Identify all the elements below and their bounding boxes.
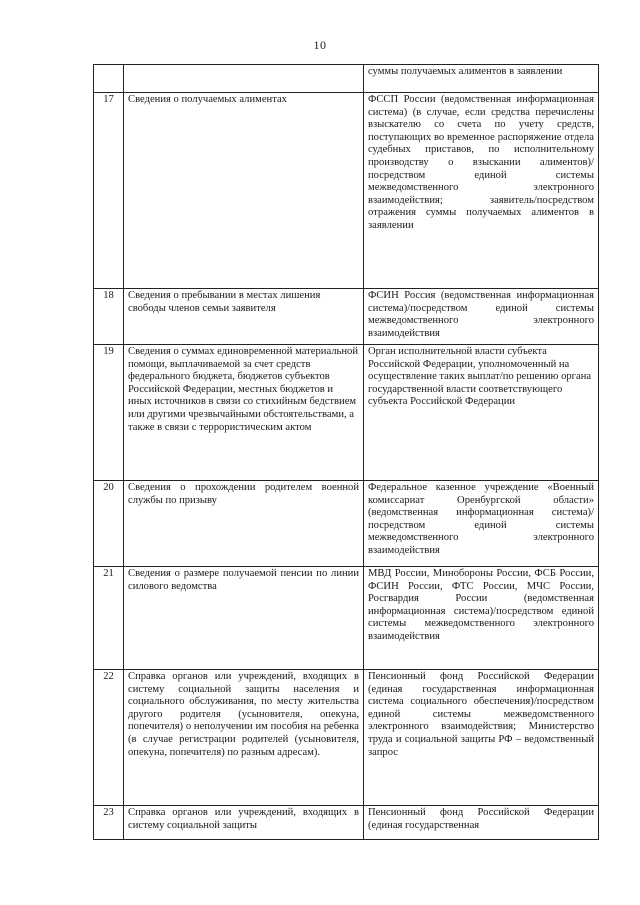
information-name: Сведения о суммах единовременной материальной помощи, выплачиваемой за счет средств федерального бюджета, бюджетов субъектов Российской Федерации, местных бюджетов и иных источников в связи со стихийным бедствием или другими чрезвычайными обстоятельствами, а также в связи с террористическим актом [124,345,364,481]
information-name: Сведения о получаемых алиментах [124,93,364,289]
row-number: 21 [94,567,124,670]
row-number: 17 [94,93,124,289]
table-row [94,481,599,567]
information-name: Справка органов или учреждений, входящих в систему социальной защиты населения и социального обслуживания, по месту жительства другого родителя (усыновителя, опекуна, попечителя) о неполучении им пособия на ребенка (в случае регистрации родителей (усыновителя, опекуна, попечителя) по разным адресам). [124,670,364,806]
row-number: 22 [94,670,124,806]
table-row [94,289,599,345]
table-row [94,567,599,670]
table-row [94,806,599,840]
row-number: 20 [94,481,124,567]
table-row [94,345,599,481]
information-name: Справка органов или учреждений, входящих в систему социальной защиты [124,806,364,840]
information-source: МВД России, Минобороны России, ФСБ России, ФСИН России, ФТС России, МЧС России, Росгвардия России (ведомственная информационная система)/посредством единой системы межведомственного электронного взаимодействия [364,567,599,670]
information-source: Пенсионный фонд Российской Федерации (единая государственная [364,806,599,840]
row-number [94,65,124,93]
row-number: 18 [94,289,124,345]
page-number: 10 [313,38,327,52]
information-name: Сведения о прохождении родителем военной службы по призыву [124,481,364,567]
row-number: 23 [94,806,124,840]
information-source: ФСИН Россия (ведомственная информационная система)/посредством единой системы межведомственного электронного взаимодействия [364,289,599,345]
information-source: ФССП России (ведомственная информационная система) (в случае, если средства перечислены взыскателю со счета по учету средств, поступающих во временное распоряжение отдела судебных приставов, по исполнительному производству о взыскании алиментов)/посредством единой системы межведомственного электронного взаимодействия; заявитель/посредством отражения суммы получаемых алиментов в заявлении [364,93,599,289]
information-name [124,65,364,93]
information-name: Сведения о размере получаемой пенсии по линии силового ведомства [124,567,364,670]
data-sources-table [93,64,599,840]
table-row [94,670,599,806]
information-source: Федеральное казенное учреждение «Военный комиссариат Оренбургской области» (ведомственная информационная система)/посредством единой системы межведомственного электронного взаимодействия [364,481,599,567]
table-row [94,65,599,93]
information-source: Орган исполнительной власти субъекта Российской Федерации, уполномоченный на осуществление таких выплат/по решению органа государственной власти соответствующего субъекта Российской Федерации [364,345,599,481]
information-name: Сведения о пребывании в местах лишения свободы членов семьи заявителя [124,289,364,345]
information-source: суммы получаемых алиментов в заявлении [364,65,599,93]
information-source: Пенсионный фонд Российской Федерации (единая государственная информационная система социального обеспечения)/посредством единой системы межведомственного электронного взаимодействия; Министерство труда и социальной защиты РФ – ведомственный запрос [364,670,599,806]
table-row [94,93,599,289]
row-number: 19 [94,345,124,481]
